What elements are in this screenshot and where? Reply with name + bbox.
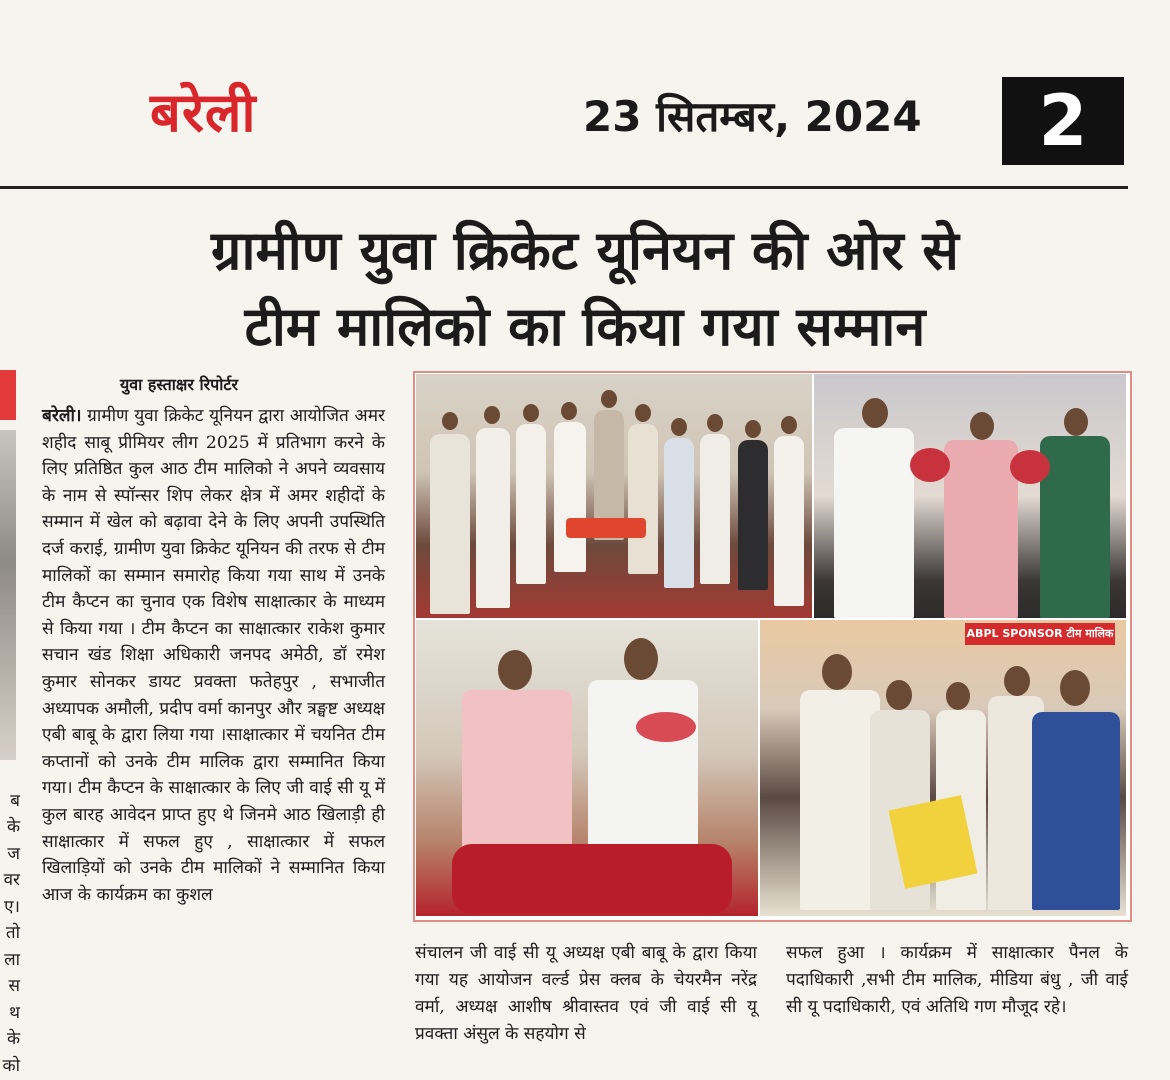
- edge-char: को: [2, 1056, 20, 1076]
- edge-char: स: [8, 976, 20, 996]
- sponsor-banner: ABPL SPONSOR टीम मालिक: [965, 623, 1115, 645]
- edge-char: ब: [10, 791, 20, 811]
- edge-char: ज: [7, 844, 20, 864]
- edge-char: तो: [5, 923, 20, 943]
- article-column-1-text: ग्रामीण युवा क्रिकेट यूनियन द्वारा आयोजित अमर शहीद साबू प्रीमियर लीग 2025 में प्रतिभाग करने के लिए प्रतिष्ठित कुल आठ टीम मालिको ने अपने व्यवसाय के नाम से स्पॉन्सर शिप लेकर क्षेत्र में अमर शहीदों के सम्मान में खेल को बढ़ावा देने के लिए अपनी उपस्थिति दर्ज कराई, ग्रामीण युवा क्रिकेट यूनियन की तरफ से टीम मालिकों का सम्मान समारोह किया गया साथ में उनके टीम कैप्टन का चुनाव एक विशेष साक्षात्कार के माध्यम से किया गया । टीम कैप्टन का साक्षात्कार राकेश कुमार सचान खंड शिक्षा अधिकारी जनपद अमेठी, डॉ रमेश कुमार सोनकर डायट प्रवक्ता फतेहपुर , सभाजीत अध्यापक अमौली, प्रदीप वर्मा कानपुर और त्रङ्घष्ट अध्यक्ष एबी बाबू के द्वारा लिया गया ।साक्षात्कार में चयनित टीम कप्तानों को उनके टीम मालिक द्वारा सम्मानित किया गया। टीम कैप्टन के साक्षात्कार के लिए जी वाई सी यू में कुल बारह आवेदन प्राप्त हुए थे जिनमे आठ खिलाड़ी ही साक्षात्कार में सफल हुए , साक्षात्कार में सफल खिलाड़ियों को उनके टीम मालिकों ने सम्मानित किया आज के कार्यक्रम का कुशल: [42, 406, 385, 905]
- adjacent-red-block: [0, 370, 16, 420]
- edge-char: के: [6, 1029, 20, 1049]
- felicitation-photo-bouquet: [814, 374, 1126, 618]
- interview-panel-photo: [760, 620, 1126, 916]
- edge-char: वर: [3, 870, 20, 890]
- article-byline: युवा हस्ताक्षर रिपोर्टर: [120, 375, 238, 394]
- article-column-3: सफल हुआ । कार्यक्रम में साक्षात्कार पैनल के पदाधिकारी ,सभी टीम मालिक, मीडिया बंधु , जी वाई सी यू पदाधिकारी, एवं अतिथि गण मौजूद रहे।: [786, 943, 1128, 1017]
- headline-line-1: ग्रामीण युवा क्रिकेट यूनियन की ओर से: [211, 219, 959, 282]
- felicitation-photo-two-men: [416, 620, 758, 916]
- edge-char: ला: [4, 950, 20, 970]
- edge-char: के: [6, 817, 20, 837]
- edge-char: थ: [9, 1003, 20, 1023]
- headline-line-2: टीम मालिको का किया गया सम्मान: [244, 295, 926, 358]
- article-column-1: [42, 403, 385, 908]
- group-photo: [416, 374, 812, 618]
- edge-char: ए।: [4, 897, 20, 917]
- page-number-badge: 2: [1002, 77, 1124, 165]
- masthead-date: 23 सितम्बर, 2024: [583, 92, 922, 141]
- masthead-city: बरेली: [150, 81, 257, 144]
- adjacent-photo-edge: [0, 430, 16, 760]
- adjacent-column-edge: [0, 370, 18, 1080]
- article-dateline: बरेली।: [42, 406, 82, 426]
- masthead-rule: [0, 186, 1128, 189]
- article-column-2: संचालन जी वाई सी यू अध्यक्ष एबी बाबू के द्वारा किया गया यह आयोजन वर्ल्ड प्रेस क्लब के चेयरमैन नरेंद्र वर्मा, अध्यक्ष आशीष श्रीवास्तव एवं जी वाई सी यू प्रवक्ता अंसुल के सहयोग से: [415, 943, 757, 1044]
